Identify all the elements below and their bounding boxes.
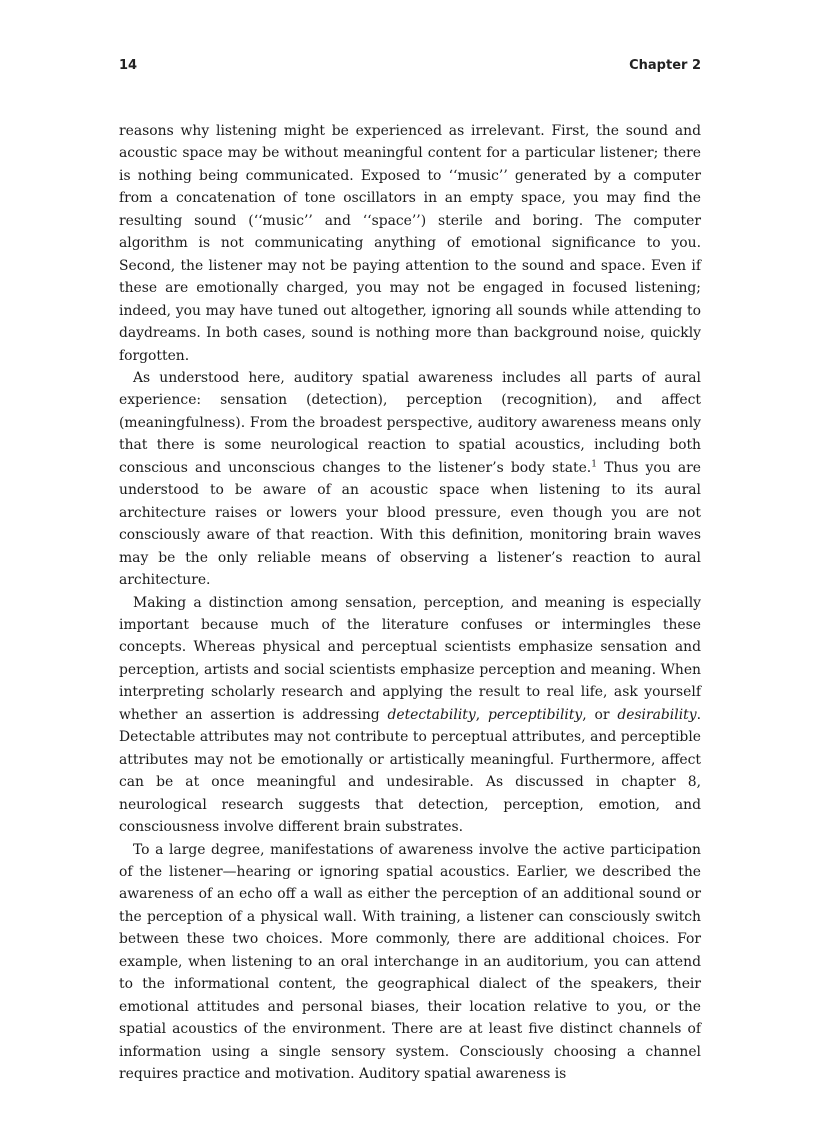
paragraph-3-text-b: . Detectable attributes may not contribute to perceptual attributes, and perceptible attributes may not be emotionally or artistically meaningful. Furthermore, affect can be at once meaningful and undesirable. As discussed in chapter 8, neurological research suggests that detection, perception, emotion, and consciousness involve different brain substrates. xyxy=(119,706,701,836)
term-perceptibility: perceptibility xyxy=(487,706,583,723)
body-text xyxy=(119,120,701,1085)
paragraph-2-text-b: Thus you are understood to be aware of an acoustic space when listening to its aural architecture raises or lowers your blood pressure, even though you are not consciously aware of that reaction. With this definition, monitoring brain waves may be the only reliable means of observing a listener’s reaction to aural architecture. xyxy=(119,459,701,589)
term-detectability: detectability xyxy=(387,706,476,723)
separator-2: , or xyxy=(582,706,618,723)
paragraph-2-text-a: As understood here, auditory spatial awareness includes all parts of aural experience: sensation (detection), perception (recognition), and affect (meaningfulness). From the broadest perspective, auditory awareness means only that there is some neurological reaction to spatial acoustics, including both conscious and unconscious changes to the listener’s body state. xyxy=(119,369,701,476)
chapter-label: Chapter 2 xyxy=(629,58,701,73)
paragraph-2 xyxy=(119,367,701,592)
paragraph-3-text-a: Making a distinction among sensation, perception, and meaning is especially important because much of the literature confuses or intermingles these concepts. Whereas physical and perceptual scientists emphasize sensation and perception, artists and social scientists emphasize perception and meaning. When interpreting scholarly research and applying the result to real life, ask yourself whether an assertion is addressing xyxy=(119,594,701,723)
paragraph-4: To a large degree, manifestations of awareness involve the active participation of the listener—hearing or ignoring spatial acoustics. Earlier, we described the awareness of an echo off a wall as either the perception of an additional sound or the perception of a physical wall. With training, a listener can consciously switch between these two choices. More commonly, there are additional choices. For example, when listening to an oral interchange in an auditorium, you can attend to the informational content, the geographical dialect of the speakers, their emotional attitudes and personal biases, their location relative to you, or the spatial acoustics of the environment. There are at least five distinct channels of information using a single sensory system. Consciously choosing a channel requires practice and motivation. Auditory spatial awareness is xyxy=(119,841,701,1083)
paragraph-1: reasons why listening might be experienced as irrelevant. First, the sound and acoustic space may be without meaningful content for a particular listener; there is nothing being communicated. Exposed to ‘‘music’’ generated by a computer from a concatenation of tone oscillators in an empty space, you may find the resulting sound (‘‘music’’ and ‘‘space’’) sterile and boring. The computer algorithm is not communicating anything of emotional significance to you. Second, the listener may not be paying attention to the sound and space. Even if these are emotionally charged, you may not be engaged in focused listening; indeed, you may have tuned out altogether, ignoring all sounds while attending to daydreams. In both cases, sound is nothing more than background noise, quickly forgotten. xyxy=(119,123,701,364)
paragraph-3 xyxy=(119,592,701,839)
footnote-marker: 1 xyxy=(591,459,597,470)
term-desirability: desirability xyxy=(617,706,697,723)
page-number: 14 xyxy=(119,58,138,73)
running-header xyxy=(119,58,701,78)
separator-1: , xyxy=(475,706,488,723)
